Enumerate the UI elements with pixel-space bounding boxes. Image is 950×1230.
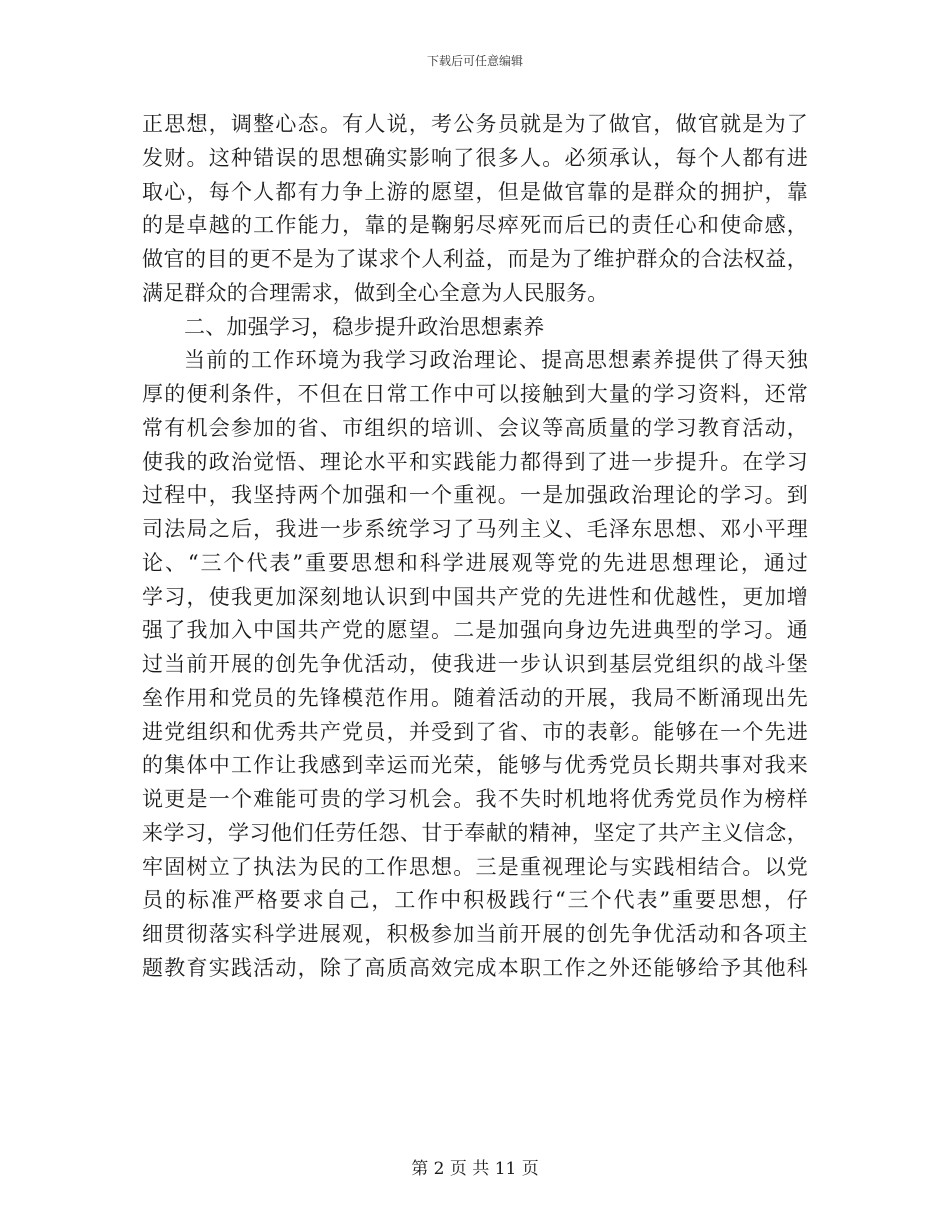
body-line: 取心，每个人都有力争上游的愿望，但是做官靠的是群众的拥护，靠 — [142, 179, 808, 204]
body-line: 的集体中工作让我感到幸运而光荣，能够与优秀党员长期共事对我来 — [142, 753, 808, 778]
body-line: 细贯彻落实科学进展观，积极参加当前开展的创先争优活动和各项主 — [142, 922, 808, 946]
body-line: 题教育实践活动，除了高质高效完成本职工作之外还能够给予其他科 — [142, 955, 808, 980]
body-line: 进党组织和优秀共产党员，并受到了省、市的表彰。能够在一个先进 — [142, 719, 808, 744]
section-heading: 二、加强学习，稳步提升政治思想素养 — [184, 314, 545, 339]
body-line: 员的标准严格要求自己，工作中积极践行“三个代表”重要思想，仔 — [142, 888, 808, 913]
body-line: 当前的工作环境为我学习政治理论、提高思想素养提供了得天独 — [184, 348, 808, 373]
body-line: 司法局之后，我进一步系统学习了马列主义、毛泽东思想、邓小平理 — [142, 517, 808, 541]
body-line: 说更是一个难能可贵的学习机会。我不失时机地将优秀党员作为榜样 — [142, 787, 808, 811]
page-number: 第 2 页 共 11 页 — [411, 1159, 539, 1179]
body-line: 过程中，我坚持两个加强和一个重视。一是加强政治理论的学习。到 — [142, 483, 808, 508]
body-line: 发财。这种错误的思想确实影响了很多人。必须承认，每个人都有进 — [142, 145, 808, 170]
body-line: 做官的目的更不是为了谋求个人利益，而是为了维护群众的合法权益， — [142, 247, 808, 271]
body-line: 来学习，学习他们任劳任怨、甘于奉献的精神，坚定了共产主义信念， — [142, 820, 808, 845]
body-line: 过当前开展的创先争优活动，使我进一步认识到基层党组织的战斗堡 — [142, 652, 808, 676]
body-line: 厚的便利条件，不但在日常工作中可以接触到大量的学习资料，还常 — [142, 382, 808, 406]
body-line: 满足群众的合理需求，做到全心全意为人民服务。 — [142, 280, 609, 305]
body-line: 常有机会参加的省、市组织的培训、会议等高质量的学习教育活动， — [142, 415, 808, 440]
body-line: 正思想，调整心态。有人说，考公务员就是为了做官，做官就是为了 — [142, 112, 808, 136]
body-line: 论、“三个代表”重要思想和科学进展观等党的先进思想理论，通过 — [142, 550, 808, 575]
body-line: 学习，使我更加深刻地认识到中国共产党的先进性和优越性，更加增 — [142, 584, 808, 609]
page-header: 下载后可任意编辑 — [426, 54, 523, 68]
body-line: 牢固树立了执法为民的工作思想。三是重视理论与实践相结合。以党 — [142, 854, 808, 879]
body-line: 使我的政治觉悟、理论水平和实践能力都得到了进一步提升。在学习 — [142, 449, 808, 474]
body-line: 强了我加入中国共产党的愿望。二是加强向身边先进典型的学习。通 — [142, 618, 808, 643]
body-line: 的是卓越的工作能力，靠的是鞠躬尽瘁死而后已的责任心和使命感， — [142, 213, 808, 238]
body-line: 垒作用和党员的先锋模范作用。随着活动的开展，我局不断涌现出先 — [142, 685, 808, 710]
document-body — [142, 108, 808, 986]
